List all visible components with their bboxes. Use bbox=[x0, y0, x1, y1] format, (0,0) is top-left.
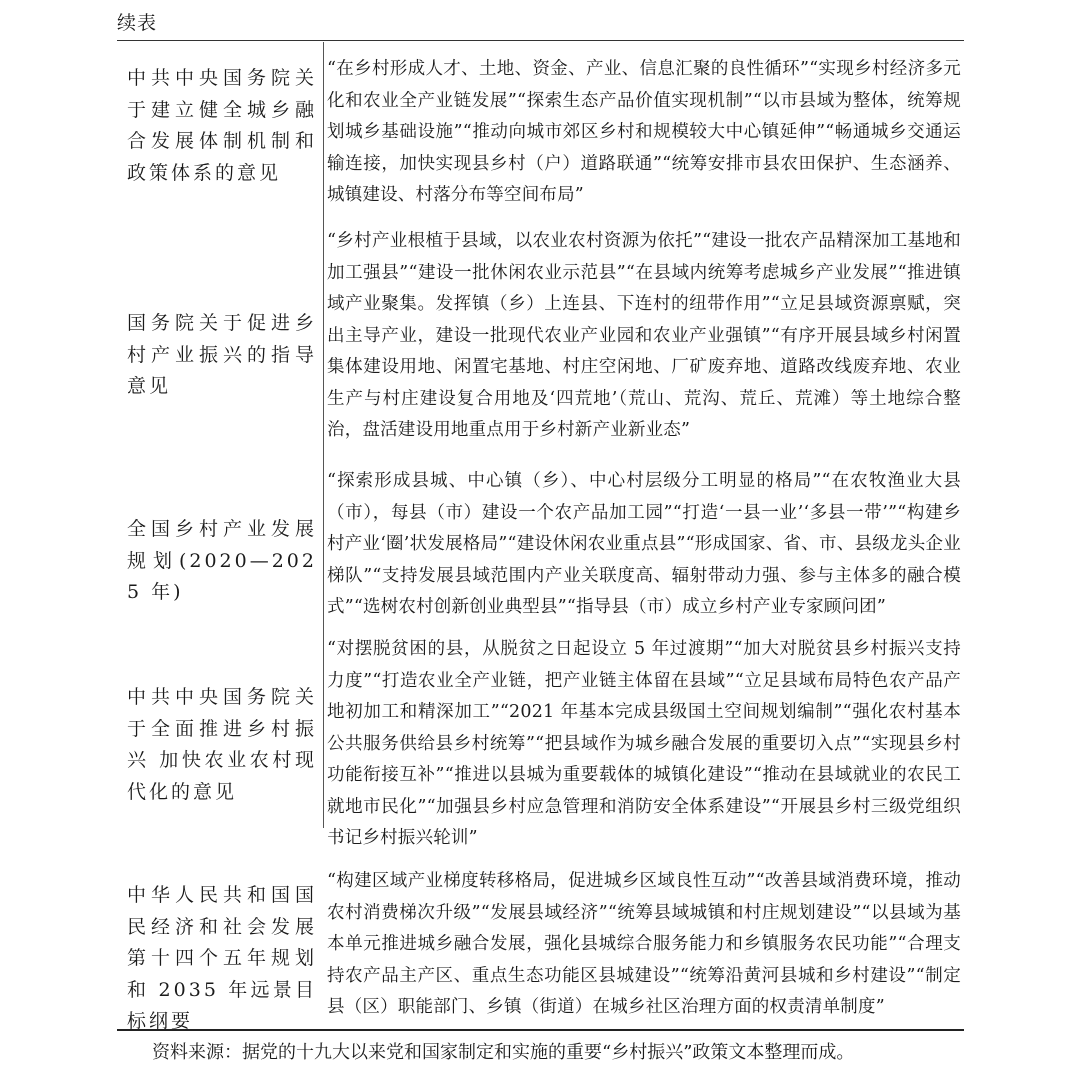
policy-excerpts: “在乡村形成人才、土地、资金、产业、信息汇聚的良性循环”“实现乡村经济多元化和农业全产业链发展”“探索生态产品价值实现机制”“以市县域为整体，统筹规划城乡基础设施”“推动向城市郊区乡村和规模较大中心镇延伸”“畅通城乡交通运输连接，加快实现县乡村（户）道路联通”“统筹安排市县农田保护、生态涵养、城镇建设、村落分布等空间布局” bbox=[327, 59, 961, 205]
table-row bbox=[117, 48, 964, 216]
table-top-rule bbox=[117, 40, 964, 41]
policy-excerpts: “乡村产业根植于县域，以农业农村资源为依托”“建设一批农产品精深加工基地和加工强县”“建设一批休闲农业示范县”“在县域内统筹考虑城乡产业发展”“推进镇域产业聚集。发挥镇（乡）上连县、下连村的纽带作用”“立足县域资源禀赋，突出主导产业，建设一批现代农业产业园和农业产业强镇”“有序开展县域乡村闲置集体建设用地、闲置宅基地、村庄空闲地、厂矿废弃地、道路改线废弃地、农业生产与村庄建设复合用地及‘四荒地’（荒山、荒沟、荒丘、荒滩）等土地综合整治，盘活建设用地重点用于乡村新产业新业态” bbox=[327, 231, 961, 440]
policy-title: 国务院关于促进乡村产业振兴的指导意见 bbox=[127, 312, 317, 397]
table-row bbox=[117, 466, 964, 634]
source-note: 资料来源：据党的十九大以来党和国家制定和实施的重要“乡村振兴”政策文本整理而成。 bbox=[152, 1042, 855, 1063]
table-bottom-rule bbox=[117, 1029, 964, 1031]
policy-title: 中共中央国务院关于全面推进乡村振兴 加快农业农村现代化的意见 bbox=[127, 686, 317, 803]
policy-excerpts: “对摆脱贫困的县，从脱贫之日起设立 5 年过渡期”“加大对脱贫县乡村振兴支持力度”“打造农业全产业链，把产业链主体留在县域”“立足县域布局特色农产品产地初加工和精深加工”“2021 年基本完成县级国土空间规划编制”“强化农村基本公共服务供给县乡村统筹”“把县域作为城乡融合发展的重要切入点”“实现县乡村功能衔接互补”“推进以县城为重要载体的城镇化建设”“推动在县域就业的农民工就地市民化”“加强县乡村应急管理和消防安全体系建设”“开展县乡村三级党组织书记乡村振兴轮训” bbox=[327, 639, 961, 848]
policy-title: 中华人民共和国国民经济和社会发展第十四个五年规划和 2035 年远景目标纲要 bbox=[127, 884, 317, 1032]
table-row bbox=[117, 864, 964, 1032]
policy-excerpts: “构建区域产业梯度转移格局，促进城乡区域良性互动”“改善县域消费环境，推动农村消费梯次升级”“发展县域经济”“统筹县域城镇和村庄规划建设”“以县域为基本单元推进城乡融合发展，强化县城综合服务能力和乡镇服务农民功能”“合理支持农产品主产区、重点生态功能区县城建设”“统筹沿黄河县城和乡村建设”“制定县（区）职能部门、乡镇（街道）在城乡社区治理方面的权责清单制度” bbox=[327, 871, 961, 1017]
table-row bbox=[117, 634, 964, 864]
policy-title: 全国乡村产业发展规划(2020—2025 年) bbox=[127, 518, 317, 603]
policy-title: 中共中央国务院关于建立健全城乡融合发展体制机制和政策体系的意见 bbox=[127, 67, 317, 184]
continued-table-label: 续表 bbox=[117, 12, 158, 34]
policy-excerpts: “探索形成县城、中心镇（乡）、中心村层级分工明显的格局”“在农牧渔业大县（市），每县（市）建设一个农产品加工园”“打造‘一县一业’‘多县一带’”“构建乡村产业‘圈’状发展格局”“建设休闲农业重点县”“形成国家、省、市、县级龙头企业梯队”“支持发展县域范围内产业关联度高、辐射带动力强、参与主体多的融合模式”“选树农村创新创业典型县”“指导县（市）成立乡村产业专家顾问团” bbox=[327, 471, 961, 617]
table-row bbox=[117, 226, 964, 456]
